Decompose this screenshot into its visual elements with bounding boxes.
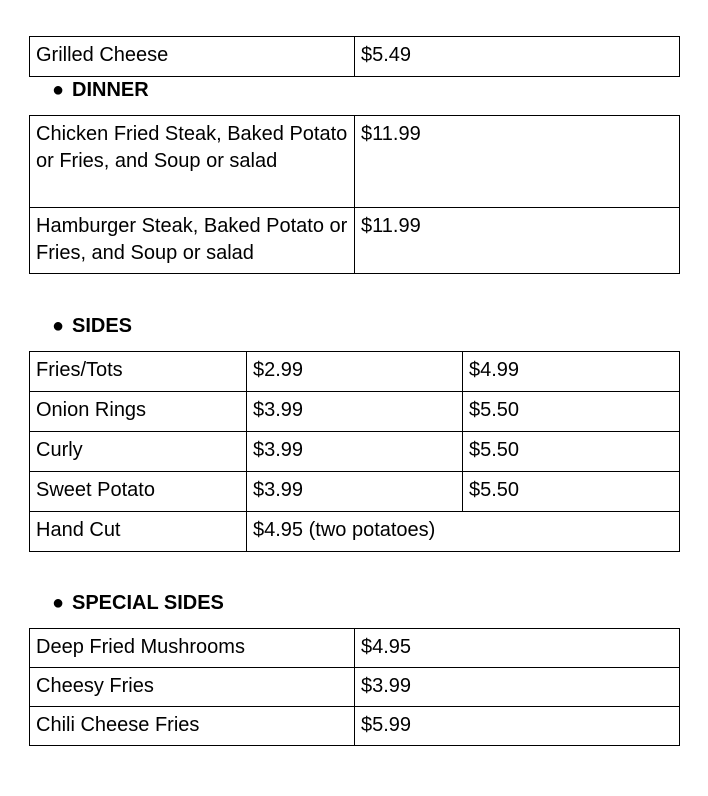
table-row [30,432,680,472]
item-price-small: $3.99 [247,392,463,432]
section-heading-dinner [52,78,149,102]
bullet-icon: ● [52,592,65,614]
item-price: $11.99 [355,208,680,274]
item-price: $11.99 [355,116,680,208]
table-row [30,352,680,392]
item-price-large: $5.50 [463,392,680,432]
item-name: Curly [30,432,247,472]
table-row [30,668,680,707]
item-name: Hand Cut [30,512,247,552]
bullet-icon: ● [52,315,65,337]
item-name: Fries/Tots [30,352,247,392]
item-name: Onion Rings [30,392,247,432]
item-price-small: $3.99 [247,472,463,512]
item-name: Chili Cheese Fries [30,707,355,746]
item-price-large: $4.99 [463,352,680,392]
section-heading-label: DINNER [72,79,149,101]
section-heading-special-sides [52,591,224,615]
item-name: Deep Fried Mushrooms [30,629,355,668]
item-name: Hamburger Steak, Baked Potato or Fries, and Soup or salad [30,208,355,274]
item-price: $5.99 [355,707,680,746]
table-row [30,392,680,432]
item-price-large: $5.50 [463,472,680,512]
item-price-large: $5.50 [463,432,680,472]
table-row [30,707,680,746]
item-price-combined: $4.95 (two potatoes) [247,512,680,552]
menu-table-sides [29,351,680,552]
table-row [30,208,680,274]
item-price: $3.99 [355,668,680,707]
section-heading-label: SPECIAL SIDES [72,592,224,614]
item-name: Sweet Potato [30,472,247,512]
item-name: Chicken Fried Steak, Baked Potato or Fries, and Soup or salad [30,116,355,208]
table-row [30,116,680,208]
table-row [30,37,680,77]
item-price-small: $3.99 [247,432,463,472]
item-price: $4.95 [355,629,680,668]
section-heading-sides [52,314,132,338]
menu-table-dinner [29,115,680,274]
bullet-icon: ● [52,79,65,101]
item-price: $5.49 [355,37,680,77]
item-name: Grilled Cheese [30,37,355,77]
section-heading-label: SIDES [72,315,133,337]
menu-table-special-sides [29,628,680,746]
item-price-small: $2.99 [247,352,463,392]
table-row [30,629,680,668]
table-row [30,512,680,552]
menu-table-top [29,36,680,77]
table-row [30,472,680,512]
item-name: Cheesy Fries [30,668,355,707]
